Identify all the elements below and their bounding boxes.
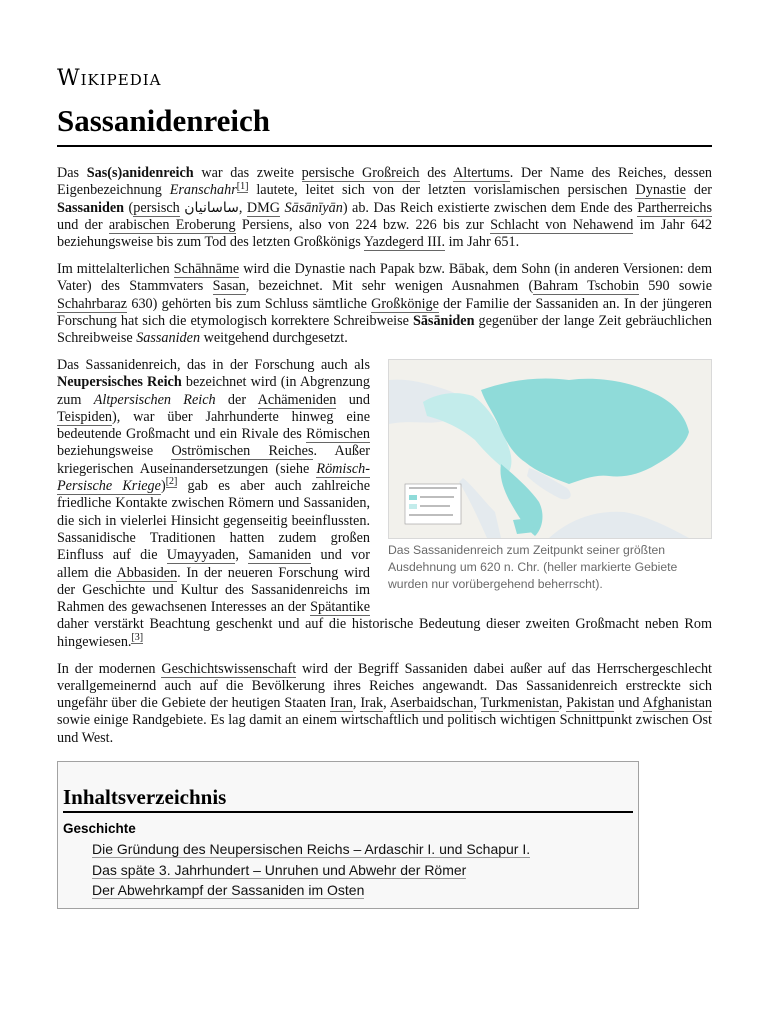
link-achaemenids[interactable]: Achämeniden: [257, 391, 337, 408]
bold-term: Sas(s)anidenreich: [86, 165, 194, 181]
link-turkmenistan[interactable]: Turkmenistan: [480, 695, 559, 712]
map-legend-swatch-2: [409, 504, 417, 509]
toc-title: Inhaltsverzeichnis: [63, 784, 633, 813]
map-figure: [388, 359, 712, 593]
intro-paragraph: Das Sas(s)anidenreich war das zweite persische Großreich des Altertums. Der Name des Reiches, dessen Eigenbezeichnung Eranschahr[1] lautete, leitet sich von der letzten vorislamischen persischen Dynastie der Sassaniden (persisch ساسانیان, DMG Sāsānīyān) ab. Das Reich existierte zwischen dem Ende des Partherreichs und der arabischen Eroberung Persiens, also von 224 bzw. 226 bis zur Schlacht von Nehawend im Jahr 642 beziehungsweise bis zum Tod des letzten Großkönigs Yazdegerd III. im Jahr 651.: [57, 165, 713, 251]
toc-link-founding[interactable]: Die Gründung des Neupersischen Reichs – Ardaschir I. und Schapur I.: [92, 841, 531, 857]
link-roman[interactable]: Römischen: [306, 426, 370, 443]
toc-list: [63, 839, 633, 901]
link-parthian-empire[interactable]: Partherreichs: [637, 199, 713, 216]
toc-section-history[interactable]: Geschichte: [63, 821, 136, 836]
link-eastern-roman-empire[interactable]: Oströmischen Reiches: [171, 443, 314, 460]
link-antiquity[interactable]: Altertums: [453, 165, 510, 181]
link-persian-empire[interactable]: persische Großreich: [301, 165, 420, 181]
empire-map-image[interactable]: [388, 359, 712, 539]
link-iraq[interactable]: Irak: [360, 695, 384, 712]
naming-paragraph: Im mittelalterlichen Schāhnāme wird die Dynastie nach Papak bzw. Bābak, dem Sohn (in anderen Versionen: dem Vater) des Stammvaters Sasan, bezeichnet. Mit sehr wenigen Ausnahmen (Bahram Tschobin 590 sowie Schahrbaraz 630) gehörten bis zum Schluss sämtliche Großkönige der Familie der Sassaniden an. In der jüngeren Forschung hat sich die etymologisch korrektere Schreibweise Sāsāniden gegenüber der lange Zeit gebräuchlichen Schreibweise Sassaniden weitgehend durchgesetzt.: [57, 260, 712, 347]
link-great-kings[interactable]: Großkönige: [371, 295, 439, 312]
page-title: Sassanidenreich: [57, 103, 712, 147]
link-pakistan[interactable]: Pakistan: [566, 695, 615, 712]
map-legend-line-3: [409, 487, 457, 489]
link-arab-conquest[interactable]: arabischen Eroberung: [108, 216, 236, 233]
map-legend-line-1: [420, 496, 454, 498]
reference-1[interactable]: [1]: [236, 180, 249, 192]
link-persian-language[interactable]: persisch: [133, 199, 180, 216]
link-late-antiquity[interactable]: Spätantike: [310, 599, 370, 616]
link-afghanistan[interactable]: Afghanistan: [642, 695, 712, 712]
link-roman-persian-wars[interactable]: Römisch-Persische Kriege: [57, 460, 370, 495]
map-drawing: [389, 360, 711, 538]
reference-3[interactable]: [3]: [131, 631, 144, 643]
map-legend-swatch-1: [409, 495, 417, 500]
link-battle-nahavand[interactable]: Schlacht von Nehawend: [490, 216, 634, 233]
toc-item: [92, 860, 633, 881]
rival-paragraph: Das Sassanidenreich, das in der Forschung auch als Neupersisches Reich bezeichnet wird (in Abgrenzung zum Altpersischen Reich der Achämeniden und Teispiden), war über Jahrhunderte hinweg eine bedeutende Großmacht und ein Rivale des Römischen beziehungsweise Oströmischen Reiches. Außer kriegerischen Auseinandersetzungen (siehe Römisch-Persische Kriege)[2] gab es aber auch zahlreiche friedliche Kontakte zwischen Römern und Sassaniden, die sich in vielerlei Hinsicht gegenseitig beeinflussten. Sassanidische Traditionen hatten zudem großen Einfluss auf die Umayyaden, Samaniden und vor allem die Abbasiden. In der neueren Forschung wird der Geschichte und Kultur des Sassanidenreichs im Rahmen des gewachsenen Interesses an der Spätantike daher verstärkt Beachtung geschenkt und auf die historische Bedeutung dieser zweiten Großmacht neben Rom hingewiesen.[3]: [57, 356, 712, 650]
table-of-contents: [57, 761, 639, 909]
link-bahram-tschobin[interactable]: Bahram Tschobin: [533, 278, 639, 295]
toc-link-late-3rd-century[interactable]: Das späte 3. Jahrhundert – Unruhen und Abwehr der Römer: [92, 861, 467, 878]
scope-paragraph: In der modernen Geschichtswissenschaft wird der Begriff Sassaniden dabei außer auf das Herrschergeschlecht verallgemeinernd auch auf die Bevölkerung ihres Reiches angewandt. Das Sassanidenreich erstreckte sich ungefähr über die Gebiete der heutigen Staaten Iran, Irak, Aserbaidschan, Turkmenistan, Pakistan und Afghanistan sowie einige Randgebiete. Es lag damit an einem wirtschaftlich und politisch wichtigen Schnittpunkt zwischen Ost und West.: [57, 660, 712, 746]
link-samanids[interactable]: Samaniden: [248, 547, 312, 564]
toc-item: [92, 880, 633, 901]
link-iran[interactable]: Iran: [330, 695, 353, 712]
toc-item: [92, 839, 633, 860]
persian-script: ساسانیان: [184, 199, 239, 216]
page: [57, 0, 712, 1024]
link-shahnameh[interactable]: Schāhnāme: [173, 260, 240, 277]
article-content: [57, 165, 712, 909]
map-legend-line-2: [420, 505, 450, 507]
link-yazdegerd-iii[interactable]: Yazdegerd III.: [363, 234, 446, 251]
link-sasan[interactable]: Sasan: [212, 278, 246, 295]
toc-link-defense-east[interactable]: Der Abwehrkampf der Sassaniden im Osten: [92, 882, 365, 898]
link-umayyads[interactable]: Umayyaden: [166, 547, 236, 564]
link-teispids[interactable]: Teispiden: [57, 408, 112, 425]
map-caption: Das Sassanidenreich zum Zeitpunkt seiner größten Ausdehnung um 620 n. Chr. (heller markierte Gebiete wurden nur vorübergehend beherrscht).: [388, 542, 678, 591]
link-azerbaijan[interactable]: Aserbaidschan: [389, 695, 474, 712]
link-dynasty[interactable]: Dynastie: [635, 182, 686, 199]
link-schahrbaraz[interactable]: Schahrbaraz: [57, 295, 128, 312]
link-abbasids[interactable]: Abbasiden: [116, 564, 178, 581]
link-historiography[interactable]: Geschichtswissenschaft: [161, 660, 297, 677]
reference-2[interactable]: [2]: [165, 476, 178, 488]
map-legend-line-4: [409, 514, 453, 516]
link-dmg[interactable]: DMG: [246, 199, 281, 216]
wikipedia-wordmark[interactable]: Wikipedia: [57, 66, 162, 91]
